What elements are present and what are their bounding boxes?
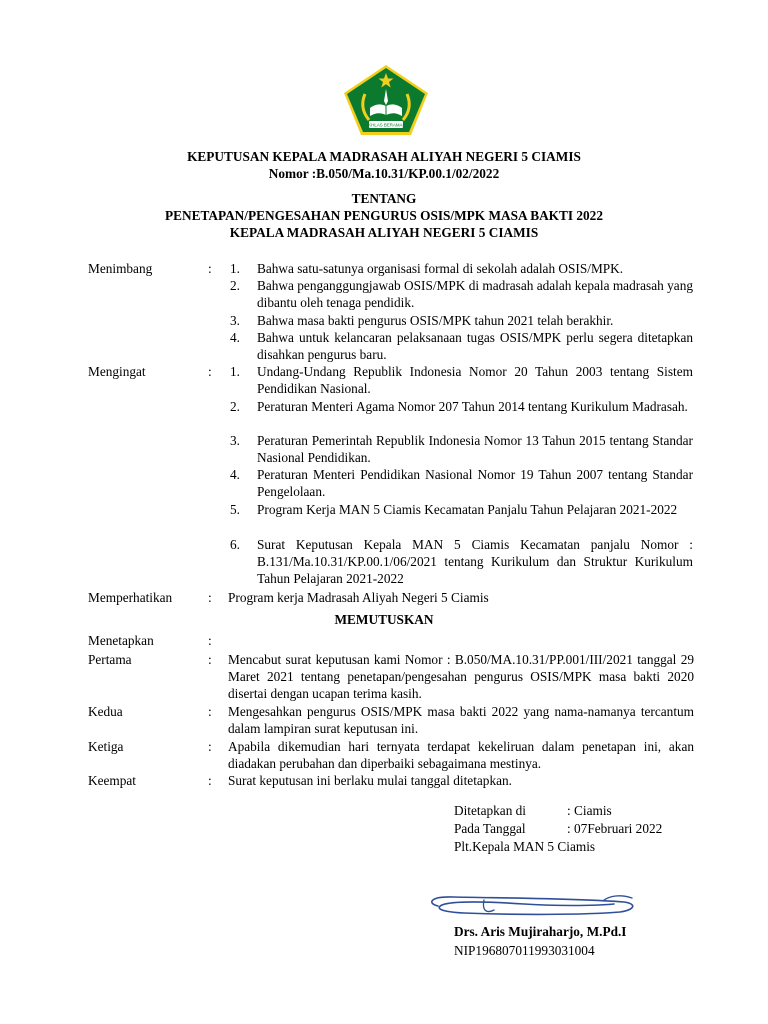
memperhatikan-label: Memperhatikan <box>88 590 173 605</box>
signatory-nip: NIP196807011993031004 <box>454 943 595 958</box>
menetapkan-label: Menetapkan <box>88 633 154 648</box>
list-number: 6. <box>230 537 240 552</box>
colon: : <box>208 261 212 276</box>
handwritten-signature <box>424 888 644 928</box>
list-number: 3. <box>230 433 240 448</box>
menimbang-item: Bahwa masa bakti pengurus OSIS/MPK tahun 2021 telah berakhir. <box>257 313 614 328</box>
decree-subject: PENETAPAN/PENGESAHAN PENGURUS OSIS/MPK MASA BAKTI 2022 <box>165 208 603 223</box>
kemenag-emblem-icon <box>343 64 429 136</box>
list-number: 1. <box>230 364 240 379</box>
list-number: 3. <box>230 313 240 328</box>
decree-issuer: KEPALA MADRASAH ALIYAH NEGERI 5 CIAMIS <box>229 225 539 240</box>
signatory-position: Plt.Kepala MAN 5 Ciamis <box>454 839 596 854</box>
mengingat-item: Peraturan Menteri Pendidikan Nasional Nomor 19 Tahun 2007 tentang Standar Pengelolaan. <box>257 467 693 499</box>
place-value: : Ciamis <box>567 803 612 818</box>
menimbang-label: Menimbang <box>88 261 153 276</box>
colon: : <box>208 590 212 605</box>
mengingat-item: Surat Keputusan Kepala MAN 5 Ciamis Kecamatan panjalu Nomor : B.131/Ma.10.31/KP.00.1/06/2021 tentang Kurikulum dan Struktur Kurikulum Tahun Pelajaran 2021-2022 <box>257 537 693 586</box>
memperhatikan-text: Program kerja Madrasah Aliyah Negeri 5 Ciamis <box>228 590 489 605</box>
signatory-name: Drs. Aris Mujiraharjo, M.Pd.I <box>454 924 627 939</box>
mengingat-item: Undang-Undang Republik Indonesia Nomor 20 Tahun 2003 tentang Sistem Pendidikan Nasional. <box>257 364 693 396</box>
tentang-heading: TENTANG <box>351 191 417 206</box>
logo-motto: IKHLAS BERAMAL <box>367 122 405 128</box>
date-label: Pada Tanggal <box>454 821 526 836</box>
list-number: 4. <box>230 467 240 482</box>
decree-title: KEPUTUSAN KEPALA MADRASAH ALIYAH NEGERI 5 CIAMIS <box>187 149 581 164</box>
colon: : <box>208 773 212 788</box>
ministry-logo <box>343 64 429 136</box>
signature-icon <box>424 888 644 928</box>
decree-number: Nomor :B.050/Ma.10.31/KP.00.1/02/2022 <box>268 166 500 181</box>
mengingat-label: Mengingat <box>88 364 146 379</box>
pertama-label: Pertama <box>88 652 132 667</box>
memutuskan-heading: MEMUTUSKAN <box>334 612 434 627</box>
keempat-label: Keempat <box>88 773 136 788</box>
keempat-text: Surat keputusan ini berlaku mulai tanggal ditetapkan. <box>228 773 512 788</box>
colon: : <box>208 739 212 754</box>
date-value: : 07Februari 2022 <box>567 821 663 836</box>
list-number: 5. <box>230 502 240 517</box>
colon: : <box>208 633 212 648</box>
menimbang-item: Bahwa satu-satunya organisasi formal di sekolah adalah OSIS/MPK. <box>257 261 624 276</box>
mengingat-item: Program Kerja MAN 5 Ciamis Kecamatan Panjalu Tahun Pelajaran 2021-2022 <box>257 502 678 517</box>
colon: : <box>208 364 212 379</box>
list-number: 2. <box>230 399 240 414</box>
place-label: Ditetapkan di <box>454 803 527 818</box>
menimbang-item: Bahwa untuk kelancaran pelaksanaan tugas OSIS/MPK perlu segera ditetapkan disahkan pengurus baru. <box>257 330 693 362</box>
ketiga-text: Apabila dikemudian hari ternyata terdapat kekeliruan dalam penetapan ini, akan diadakan perubahan dan diperbaiki sebagaimana mestinya. <box>228 739 694 771</box>
colon: : <box>208 704 212 719</box>
kedua-text: Mengesahkan pengurus OSIS/MPK masa bakti 2022 yang nama-namanya tercantum dalam lampiran surat keputusan ini. <box>228 704 694 736</box>
mengingat-item: Peraturan Menteri Agama Nomor 207 Tahun 2014 tentang Kurikulum Madrasah. <box>257 399 688 414</box>
kedua-label: Kedua <box>88 704 123 719</box>
menimbang-item: Bahwa penganggungjawab OSIS/MPK di madrasah adalah kepala madrasah yang dibantu oleh tenaga pendidik. <box>257 278 693 310</box>
list-number: 1. <box>230 261 240 276</box>
mengingat-item: Peraturan Pemerintah Republik Indonesia Nomor 13 Tahun 2015 tentang Standar Nasional Pendidikan. <box>257 433 693 465</box>
list-number: 4. <box>230 330 240 345</box>
ketiga-label: Ketiga <box>88 739 124 754</box>
colon: : <box>208 652 212 667</box>
list-number: 2. <box>230 278 240 293</box>
pertama-text: Mencabut surat keputusan kami Nomor : B.050/MA.10.31/PP.001/III/2021 tanggal 29 Maret 2021 tentang penetapan/pengesahan pengurus OSIS/MPK masa bakti 2020 disertai dengan ucapan terima kasih. <box>228 652 694 701</box>
